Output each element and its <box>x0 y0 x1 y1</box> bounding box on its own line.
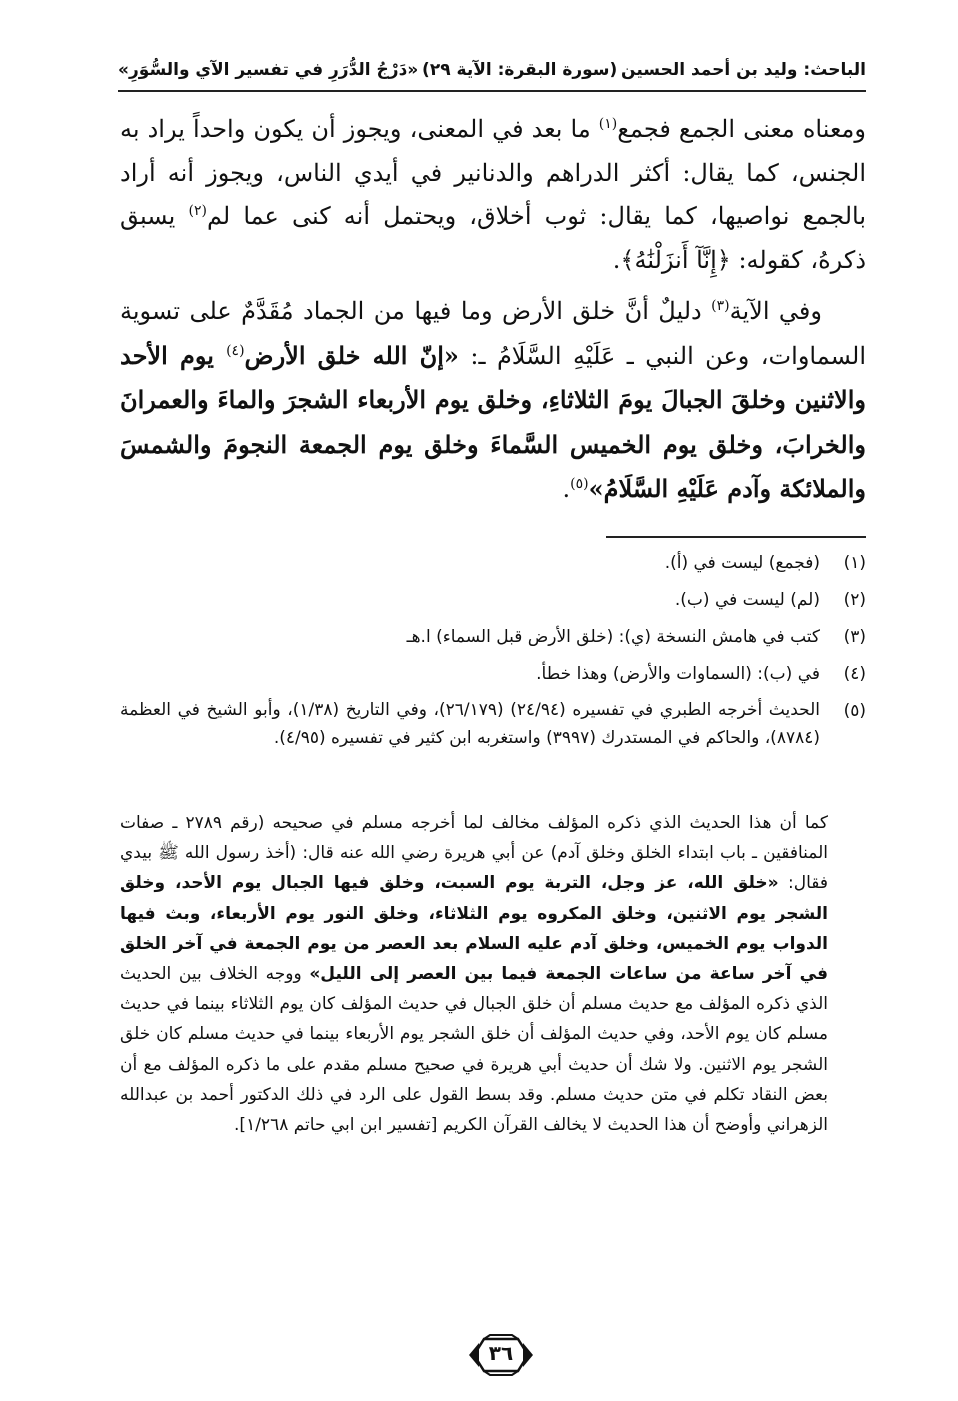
text-run: ووجه الخلاف بين الحديث الذي ذكره المؤلف مع حديث مسلم أن خلق الجبال في حديث المؤلف كان يوم الثلاثاء بينما في حديث مسلم كان يوم الأحد، وفي حديث المؤلف أن خلق الشجر يوم الأربعاء بينما في حديث مسلم كان خلق الشجر يوم الاثنين. ولا شك أن حديث أبي هريرة في صحيح مسلم مقدم على ما ذكره المؤلف مع أن بعض النقاد تكلم في متن حديث مسلم. وقد بسط القول على الرد في ذلك الدكتور أحمد بن عبدالله الزهراني وأوضح أن هذا الحديث لا يخالف القرآن الكريم [تفسير ابن ابي حاتم ١/٢٦٨]. <box>120 964 828 1136</box>
text-run: ومعناه معنى الجمع فجمع <box>617 115 866 143</box>
footnote-marker: (١) <box>598 116 618 132</box>
footnote-text: كتب في هامش النسخة (ي): (خلق الأرض قبل السماء) ا.هـ <box>406 627 820 647</box>
header-book-title: «دَرْجُ الدُّرَرِ في تفسير الآي والسُّوَرِ» <box>118 60 419 80</box>
footnote-text: (فجمع) ليست في (أ). <box>664 553 820 573</box>
paragraph-2 <box>120 290 866 512</box>
footnote-item <box>120 585 866 615</box>
footnote-marker: (٤) <box>226 342 245 359</box>
text-run: دليلٌ أنَّ خلق الأرض وما فيها من الجماد مُقَدَّمٌ على تسوية السماوات، وعن النبي ـ عَلَيْهِ السَّلَامُ ـ: <box>120 297 866 370</box>
footnote-item <box>120 548 866 578</box>
footnote-number: (٢) <box>843 590 866 610</box>
hadith-quote: يوم الأحد والاثنين وخلقَ الجبالَ يومَ الثلاثاءِ، وخلق يوم الأربعاء الشجرَ والماءَ والعمرانَ والخرابَ، وخلق يوم الخميس السَّماءَ وخلق يوم الجمعة النجومَ والشمسَ والملائكة وآدم عَلَيْهِ السَّلَامُ» <box>120 340 866 503</box>
footnote-text: في (ب): (السماوات والأرض) وهذا خطأ. <box>536 664 820 684</box>
footnote-number: (١) <box>843 553 866 573</box>
footnote-separator <box>606 536 866 538</box>
header-author: الباحث: وليد بن أحمد الحسين <box>621 60 866 80</box>
text-run: . <box>562 475 571 503</box>
footnote-marker: (٢) <box>188 203 207 219</box>
running-header <box>118 50 866 90</box>
footnote-number: (٥) <box>843 701 866 721</box>
text-run: كما أن هذا الحديث الذي ذكره المؤلف مخالف لما أخرجه مسلم في صحيحه (رقم ٢٧٨٩ ـ صفات المنافقين ـ باب ابتداء الخلق وخلق آدم) عن أبي هريرة رضي الله عنه قال: (أخذ رسول الله ﷺ بيدي فقال: <box>120 813 828 894</box>
footnote-item <box>120 659 866 689</box>
footnote-marker: (٣) <box>711 298 730 314</box>
footnote-item <box>120 622 866 652</box>
footnote-number: (٣) <box>843 627 866 647</box>
text-run: وفي الآية <box>729 297 822 325</box>
footnote-commentary <box>120 808 828 1140</box>
text-run: ما بعد في المعنى، ويجوز أن يكون واحداً يراد به الجنس، كما يقال: أكثر الدراهم والدنانير في أيدي الناس، ويجوز أنه أراد بالجمع نواصيها، كما يقال: ثوب أخلاق، ويحتمل أنه كنى عما لم <box>120 115 867 230</box>
footnotes <box>120 548 866 759</box>
page-number: ٣٦ <box>488 1341 514 1365</box>
paragraph-1 <box>120 108 866 282</box>
page-number-ornament <box>466 1333 536 1377</box>
main-text <box>120 108 866 512</box>
footnote-text: (لم) ليست في (ب). <box>674 590 820 610</box>
footnote-marker: (٥) <box>570 476 589 492</box>
hadith-quote: «إنّ الله خلق الأرض <box>244 340 459 370</box>
hadith-quote: «خلق الله، عز وجل، التربة يوم السبت، وخلق فيها الجبال يوم الأحد، وخلق الشجر يوم الاثنين، وخلق المكروه يوم الثلاثاء، وخلق النور يوم الأربعاء، وبث فيها الدواب يوم الخميس، وخلق آدم عليه السلام بعد العصر من يوم الجمعة في آخر الخلق في آخر ساعة من ساعات الجمعة فيما بين العصر إلى الليل» <box>120 873 828 985</box>
footnote-text: الحديث أخرجه الطبري في تفسيره (٢٤/٩٤) (٢٦/١٧٩)، وفي التاريخ (١/٣٨)، وأبو الشيخ في العظمة (٨٧٨٤)، والحاكم في المستدرك (٣٩٩٧) واستغربه ابن كثير في تفسيره (٤/٩٥). <box>120 700 821 748</box>
header-surah-reference: (سورة البقرة: الآية ٢٩) <box>422 60 618 80</box>
header-divider <box>118 90 866 92</box>
footnote-item <box>120 696 866 752</box>
footnote-number: (٤) <box>843 664 866 684</box>
text-run: يسبق ذكرهُ، كقوله: ﴿إِنَّآ أَنزَلْنَٰهُ﴾. <box>120 202 866 274</box>
